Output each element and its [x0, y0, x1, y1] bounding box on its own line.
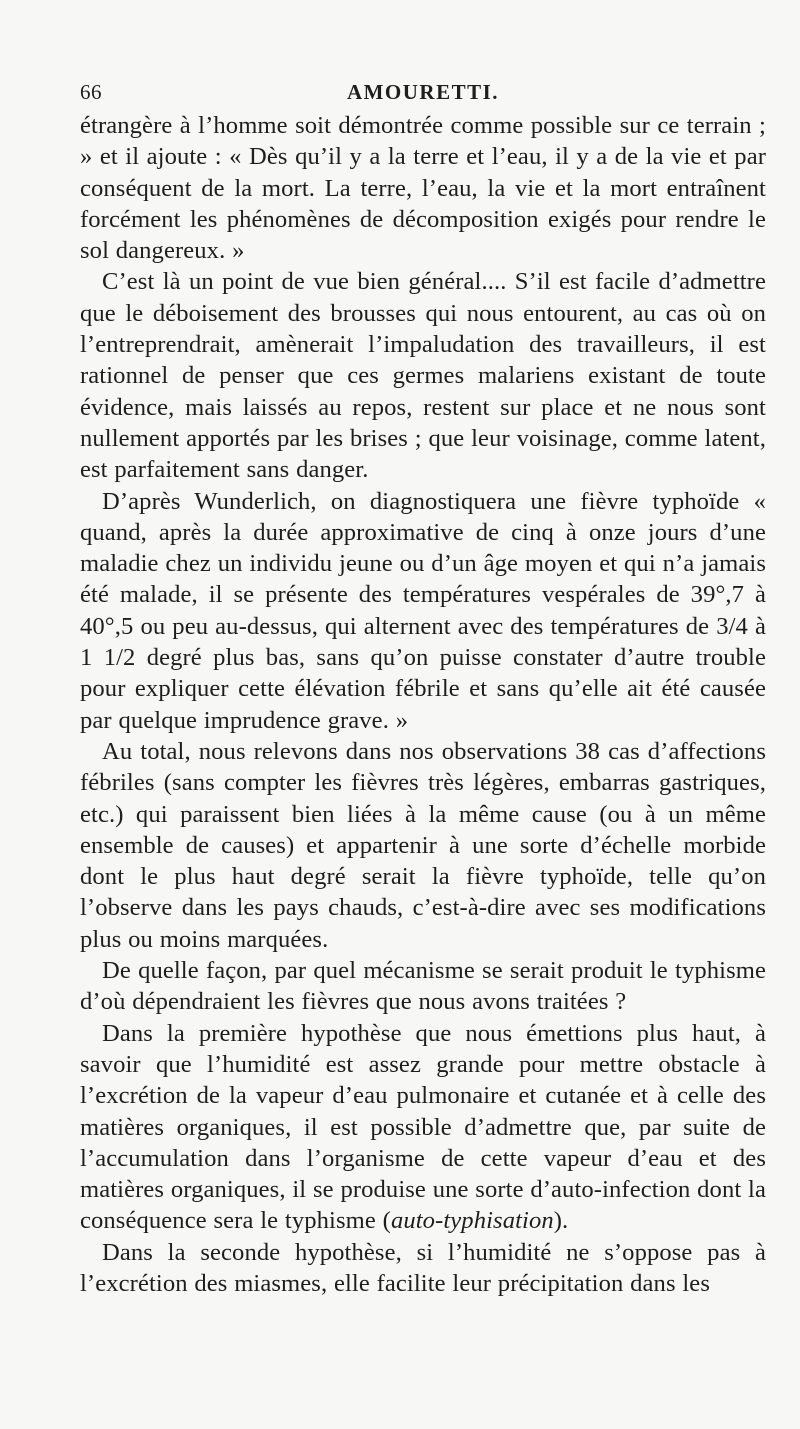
paragraph-first-hypothesis — [80, 1018, 766, 1237]
paragraph-total-cases: Au total, nous relevons dans nos observations 38 cas d’affections fébriles (sans compter les fièvres très légères, embarras gastriques, etc.) qui paraissent bien liées à la même cause (ou à un même ensemble de causes) et appartenir à une sorte d’échelle morbide dont le plus haut degré serait la fièvre typhoïde, telle qu’on l’observe dans les pays chauds, c’est-à-dire avec ses modifications plus ou moins marquées. — [80, 737, 766, 953]
paragraph-general-view: C’est là un point de vue bien général.... S’il est facile d’admettre que le déboisement des brousses qui nous entourent, au cas où on l’entreprendrait, amènerait l’impaludation des travailleurs, il est rationnel de penser que ces germes malariens existant de toute évidence, mais laissés au repos, restent sur place et ne nous sont nullement apportés par les brises ; que leur voisinage, comme latent, est parfaitement sans danger. — [80, 268, 766, 484]
paragraph-second-hypothesis: Dans la seconde hypothèse, si l’humidité ne s’oppose pas à l’excrétion des miasmes, elle facilite leur précipitation dans les — [80, 1238, 766, 1297]
first-hypothesis-text: Dans la première hypothèse que nous émettions plus haut, à savoir que l’humidité est assez grande pour mettre obstacle à l’excrétion de la vapeur d’eau pulmonaire et cutanée et à celle des matières organiques, il est possible d’admettre que, par suite de l’accumulation dans l’organisme de cette vapeur d’eau et des matières organiques, il se produise une sorte d’auto-infection dont la conséquence sera le typhisme ( — [80, 1019, 766, 1235]
page-number: 66 — [80, 80, 102, 104]
paragraph-question: De quelle façon, par quel mécanisme se serait produit le typhisme d’où dépendraient les fièvres que nous avons traitées ? — [80, 957, 766, 1016]
running-header — [80, 80, 766, 104]
paragraph-continuation: étrangère à l’homme soit démontrée comme possible sur ce terrain ; » et il ajoute : « Dès qu’il y a la terre et l’eau, il y a de la vie et par conséquent de la mort. La terre, l’eau, la vie et la mort entraînent forcément les phénomènes de décomposition exigés pour rendre le sol dangereux. » — [80, 112, 766, 265]
italic-term: auto-typhisation — [390, 1207, 554, 1235]
paragraph-wunderlich: D’après Wunderlich, on diagnostiquera une fièvre typhoïde « quand, après la durée approximative de cinq à onze jours d’une maladie chez un individu jeune ou d’un âge moyen et qui n’a jamais été malade, il se présente des températures vespérales de 39°,7 à 40°,5 ou peu au-dessus, qui alternent avec des températures de 3/4 à 1 1/2 degré plus bas, sans qu’on puisse constater d’autre trouble pour expliquer cette élévation fébrile et sans qu’elle ait été causée par quelque imprudence grave. » — [80, 487, 766, 734]
book-page — [80, 0, 766, 1429]
running-title: AMOURETTI. — [346, 80, 500, 104]
body-text — [80, 110, 766, 1299]
first-hypothesis-end: ). — [553, 1207, 569, 1235]
